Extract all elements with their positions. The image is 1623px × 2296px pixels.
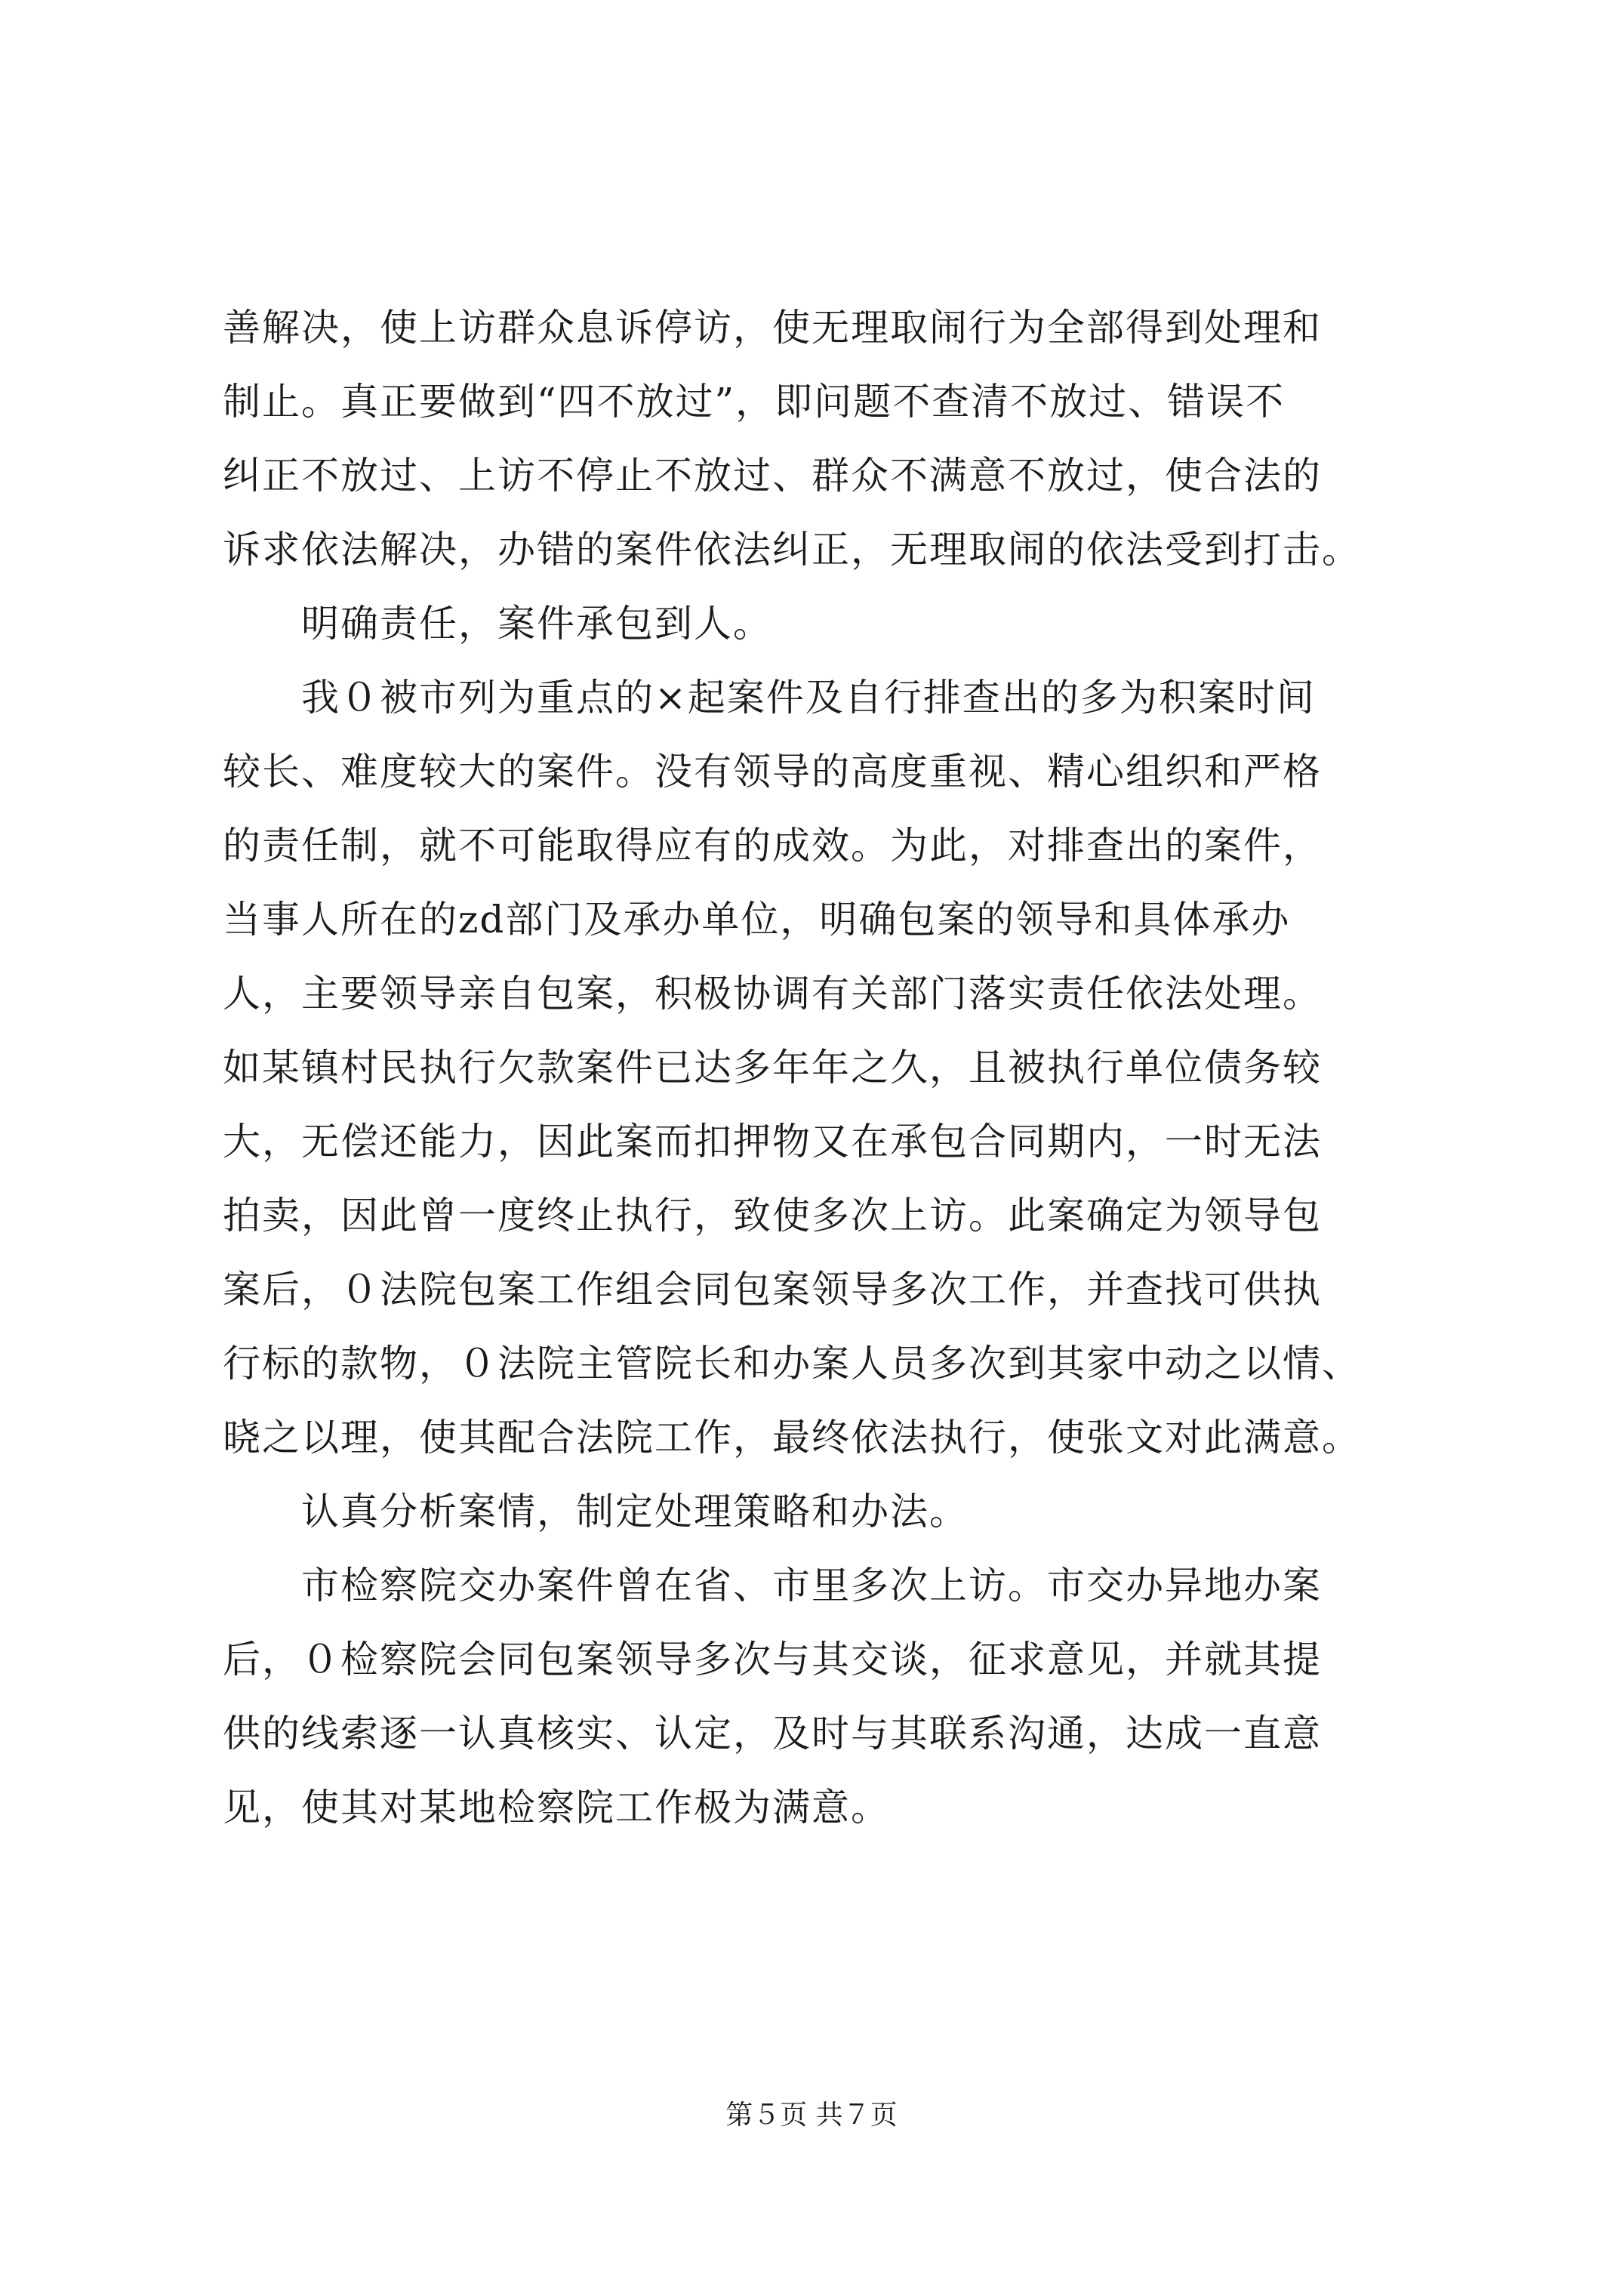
text-line: 纠正不放过、上访不停止不放过、群众不满意不放过，使合法的	[223, 454, 1322, 498]
text-line: 善解决，使上访群众息诉停访，使无理取闹行为全部得到处理和	[223, 306, 1322, 350]
section-heading-analysis: 认真分析案情，制定处理策略和办法。	[301, 1490, 969, 1533]
text-line: 供的线索逐一认真核实、认定，及时与其联系沟通，达成一直意	[223, 1712, 1322, 1755]
text-line: 见，使其对某地检察院工作极为满意。	[223, 1786, 890, 1829]
paragraph-first-line: 我０被市列为重点的×起案件及自行排查出的多为积案时间	[301, 676, 1316, 720]
text-line: 如某镇村民执行欠款案件已达多年年之久，且被执行单位债务较	[223, 1046, 1322, 1089]
text-line: 大，无偿还能力，因此案而扣押物又在承包合同期内，一时无法	[223, 1120, 1322, 1163]
text-line: 后，０检察院会同包案领导多次与其交谈，征求意见，并就其提	[223, 1638, 1322, 1681]
section-heading-responsibility: 明确责任，案件承包到人。	[301, 602, 772, 646]
text-line: 当事人所在的zd部门及承办单位，明确包案的领导和具体承办	[223, 898, 1291, 942]
text-line: 人，主要领导亲自包案，积极协调有关部门落实责任依法处理。	[223, 972, 1322, 1015]
text-line: 制止。真正要做到“四不放过”，即问题不查清不放过、错误不	[223, 380, 1286, 424]
paragraph-first-line: 市检察院交办案件曾在省、市里多次上访。市交办异地办案	[301, 1564, 1322, 1607]
text-line: 行标的款物，０法院主管院长和办案人员多次到其家中动之以情、	[223, 1342, 1361, 1385]
text-line: 诉求依法解决，办错的案件依法纠正，无理取闹的依法受到打击。	[223, 528, 1361, 572]
text-line: 晓之以理，使其配合法院工作，最终依法执行，使张文对此满意。	[223, 1416, 1361, 1459]
text-line: 拍卖，因此曾一度终止执行，致使多次上访。此案确定为领导包	[223, 1194, 1322, 1237]
text-line: 案后，０法院包案工作组会同包案领导多次工作，并查找可供执	[223, 1268, 1322, 1311]
text-line: 较长、难度较大的案件。没有领导的高度重视、精心组织和严格	[223, 750, 1322, 794]
page-footer: 第５页 共７页	[725, 2100, 898, 2131]
text-line: 的责任制，就不可能取得应有的成效。为此，对排查出的案件，	[223, 824, 1322, 868]
body-text	[223, 291, 1423, 1845]
